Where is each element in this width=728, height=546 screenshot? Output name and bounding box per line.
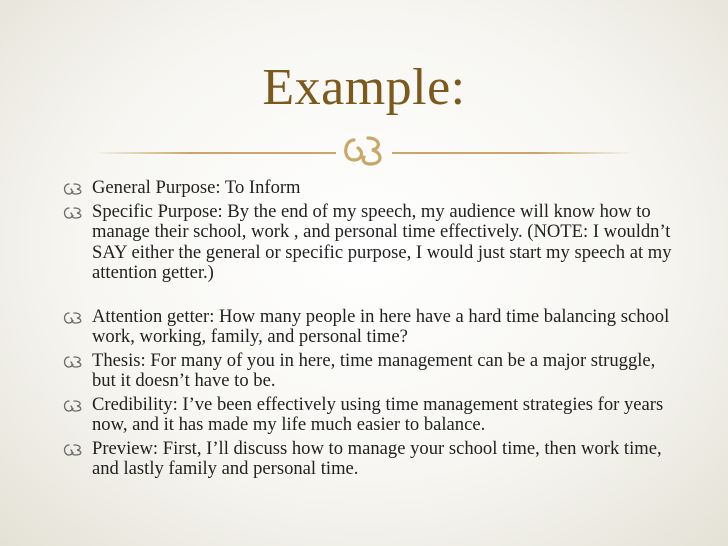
bullet-list xyxy=(62,178,682,483)
bullet-text: Attention getter: How many people in here have a hard time balancing school work, working, family, and personal time? xyxy=(92,305,670,347)
bullet-text: Specific Purpose: By the end of my speech, my audience will know how to manage their school, work , and personal time effectively. (NOTE: I wouldn’t SAY either the general or specific purpose, I would just start my speech at my attention getter.) xyxy=(92,200,672,283)
bullet-text: Thesis: For many of you in here, time management can be a major struggle, but it doesn’t have to be. xyxy=(92,349,656,391)
double-swirl-ornament-icon xyxy=(338,130,392,170)
bullet-text: General Purpose: To Inform xyxy=(92,177,301,198)
double-swirl-bullet-icon xyxy=(62,311,84,325)
list-item xyxy=(62,439,682,480)
list-item xyxy=(62,351,682,392)
bullet-text: Preview: First, I’ll discuss how to manage your school time, then work time, and lastly family and personal time. xyxy=(92,437,662,479)
bullet-text: Credibility: I’ve been effectively using time management strategies for years now, and it has made my life much easier to balance. xyxy=(92,393,664,435)
title-divider-right xyxy=(392,152,634,154)
slide-title: Example: xyxy=(262,59,466,116)
list-item xyxy=(62,178,682,199)
title-divider-left xyxy=(92,152,336,154)
double-swirl-bullet-icon xyxy=(62,443,84,457)
list-item xyxy=(62,395,682,436)
double-swirl-bullet-icon xyxy=(62,355,84,369)
double-swirl-bullet-icon xyxy=(62,399,84,413)
double-swirl-bullet-icon xyxy=(62,182,84,196)
list-item xyxy=(62,307,682,348)
double-swirl-bullet-icon xyxy=(62,206,84,220)
list-item xyxy=(62,202,682,284)
